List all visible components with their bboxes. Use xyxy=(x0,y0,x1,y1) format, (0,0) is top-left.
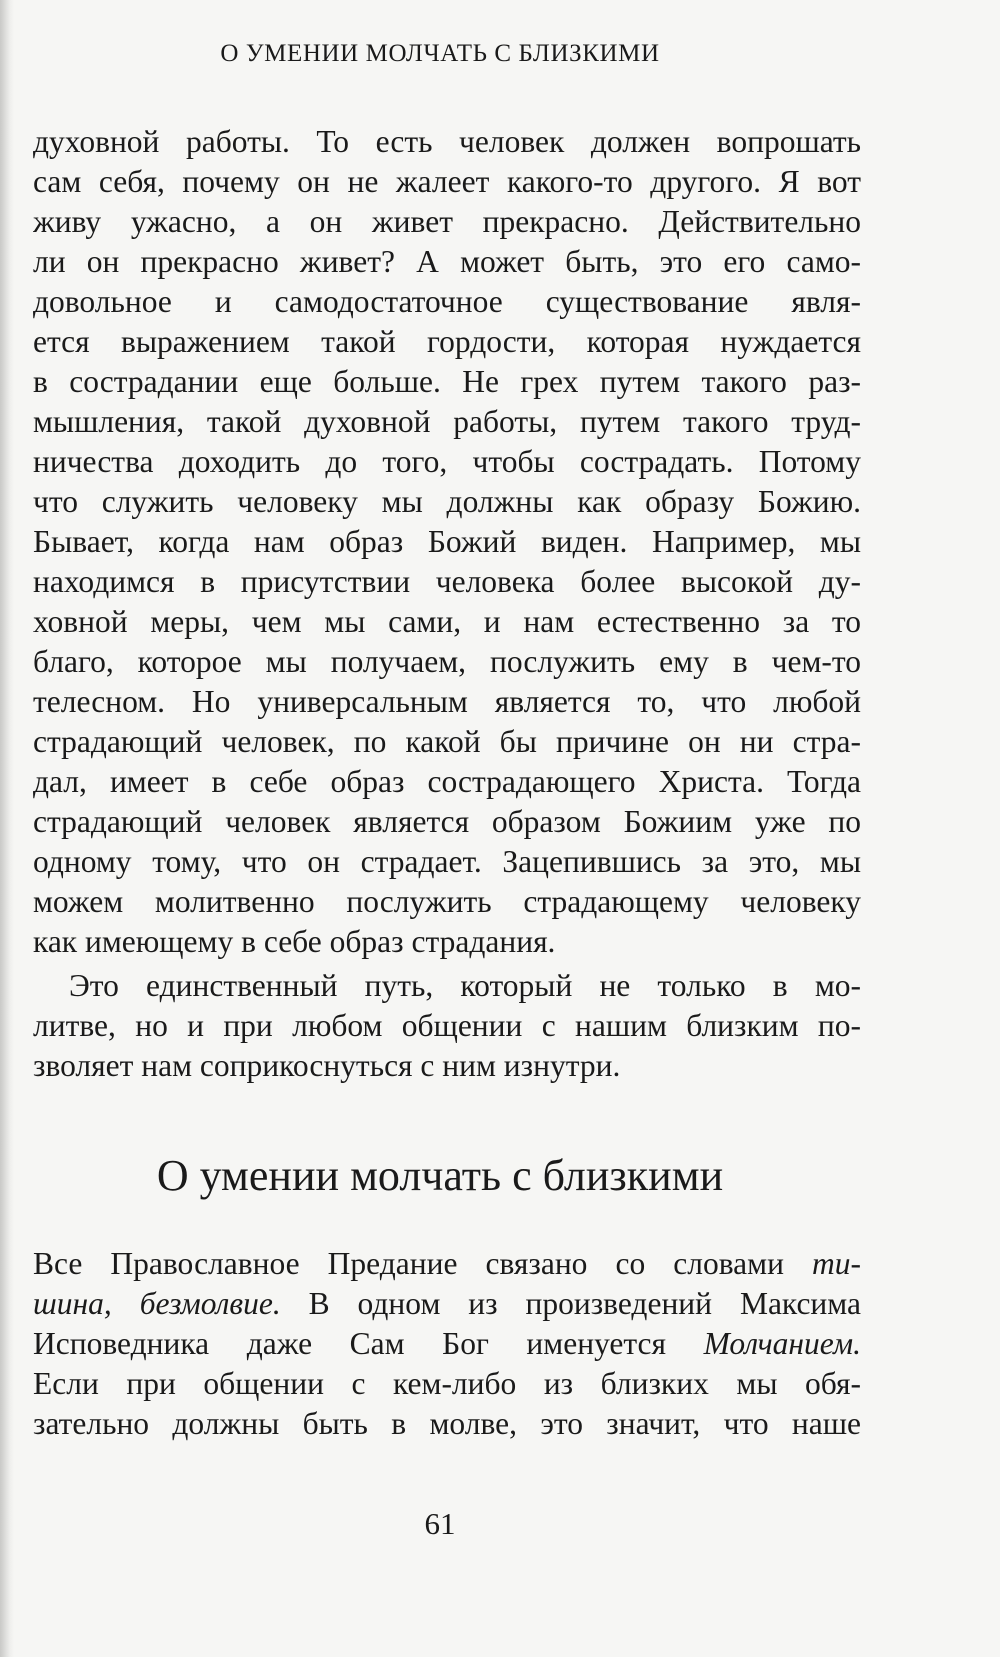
text-line: зательно должны быть в молве, это значит, что наше xyxy=(33,1406,861,1441)
text-line: одному тому, что он страдает. Зацепившись за это, мы xyxy=(33,844,861,879)
text-line: дал, имеет в себе образ сострадающего Христа. Тогда xyxy=(33,764,861,799)
italic-term: ти- xyxy=(812,1246,861,1281)
text-line xyxy=(33,1244,861,1284)
text-line: ховной меры, чем мы сами, и нам естественно за то xyxy=(33,604,861,639)
text-line xyxy=(33,1324,861,1364)
text-run: Все Православное Предание связано со словами xyxy=(33,1246,812,1281)
text-line: довольное и самодостаточное существование явля- xyxy=(33,284,861,319)
text-line: мышления, такой духовной работы, путем такого труд- xyxy=(33,404,861,439)
text-line: Это единственный путь, который не только в мо- xyxy=(69,968,861,1003)
section-heading: О умении молчать с близкими xyxy=(156,1151,724,1200)
paragraph xyxy=(33,1244,861,1444)
italic-term: шина, безмолвие. xyxy=(33,1286,281,1321)
text-line: живу ужасно, а он живет прекрасно. Действительно xyxy=(33,204,861,239)
text-line: можем молитвенно послужить страдающему человеку xyxy=(33,884,861,919)
text-line: Бывает, когда нам образ Божий виден. Например, мы xyxy=(33,524,861,559)
page-number: 61 xyxy=(424,1506,456,1541)
text-line: в сострадании еще больше. Не грех путем такого раз- xyxy=(33,364,861,399)
italic-term: Молчанием. xyxy=(703,1326,861,1361)
paragraph xyxy=(33,966,861,1086)
text-line: сам себя, почему он не жалеет какого-то другого. Я вот xyxy=(33,164,861,199)
text-line: зволяет нам соприкоснуться с ним изнутри. xyxy=(33,1048,621,1083)
text-line: ли он прекрасно живет? А может быть, это его само- xyxy=(33,244,861,279)
running-head: О УМЕНИИ МОЛЧАТЬ С БЛИЗКИМИ xyxy=(220,40,660,67)
paragraph-continued xyxy=(33,122,861,962)
page-gutter-shadow xyxy=(0,0,14,1657)
text-line: телесном. Но универсальным является то, что любой xyxy=(33,684,861,719)
text-line: литве, но и при любом общении с нашим близким по- xyxy=(33,1008,861,1043)
text-line: благо, которое мы получаем, послужить ему в чем-то xyxy=(33,644,861,679)
text-line: ется выражением такой гордости, которая нуждается xyxy=(33,324,861,359)
text-line: страдающий человек, по какой бы причине он ни стра- xyxy=(33,724,861,759)
text-run: В одном из произведений Максима xyxy=(280,1286,861,1321)
text-run: Исповедника даже Сам Бог именуется xyxy=(33,1326,704,1361)
text-line: что служить человеку мы должны как образу Божию. xyxy=(33,484,861,519)
text-line xyxy=(33,1284,861,1324)
text-line: ничества доходить до того, чтобы сострадать. Потому xyxy=(33,444,861,479)
text-line: находимся в присутствии человека более высокой ду- xyxy=(33,564,861,599)
text-line: духовной работы. То есть человек должен вопрошать xyxy=(33,124,861,159)
text-line: Если при общении с кем-либо из близких мы обя- xyxy=(33,1366,861,1401)
text-line: страдающий человек является образом Божиим уже по xyxy=(33,804,861,839)
text-line: как имеющему в себе образ страдания. xyxy=(33,924,556,959)
